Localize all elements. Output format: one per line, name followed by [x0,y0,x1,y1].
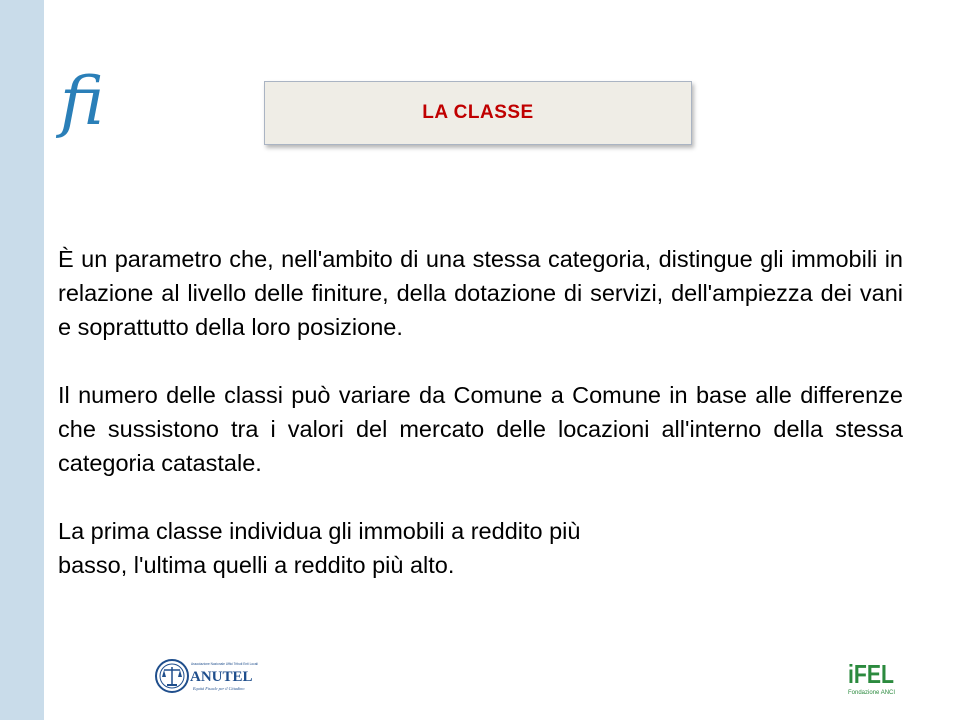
paragraph-class-number: Il numero delle classi può variare da Comune a Comune in base alle differenze che sussistono tra i valori del mercato delle locazioni all'interno della stessa categoria catastale. [58,382,903,476]
ifel-logo [847,655,897,699]
slide-title: LA CLASSE [422,102,534,123]
ifel-name: iFEL [848,659,895,689]
paragraph-definition: È un parametro che, nell'ambito di una stessa categoria, distingue gli immobili in relazione al livello delle finiture, della dotazione di servizi, dell'ampiezza dei vani e soprattutto della loro posizione. [58,246,903,340]
anutel-motto: Equità Fiscale per il Cittadino [193,686,245,691]
title-box [264,81,692,145]
anutel-tagline: Associazione Nazionale Uffici Tributi Enti Locali [191,662,258,666]
paragraph-line-1: La prima classe individua gli immobili a reddito più [58,518,581,544]
fi-logo-text: fi [60,63,105,140]
ifel-subtitle: Fondazione ANCI [848,690,896,696]
side-band [0,0,44,720]
anutel-name: ANUTEL [190,669,253,685]
paragraph-line-2: basso, l'ultima quelli a reddito più alto. [58,552,455,578]
paragraph-first-last-class [58,514,903,582]
slide-content [58,242,903,582]
anutel-logo [155,656,258,696]
fi-logo [58,62,128,142]
